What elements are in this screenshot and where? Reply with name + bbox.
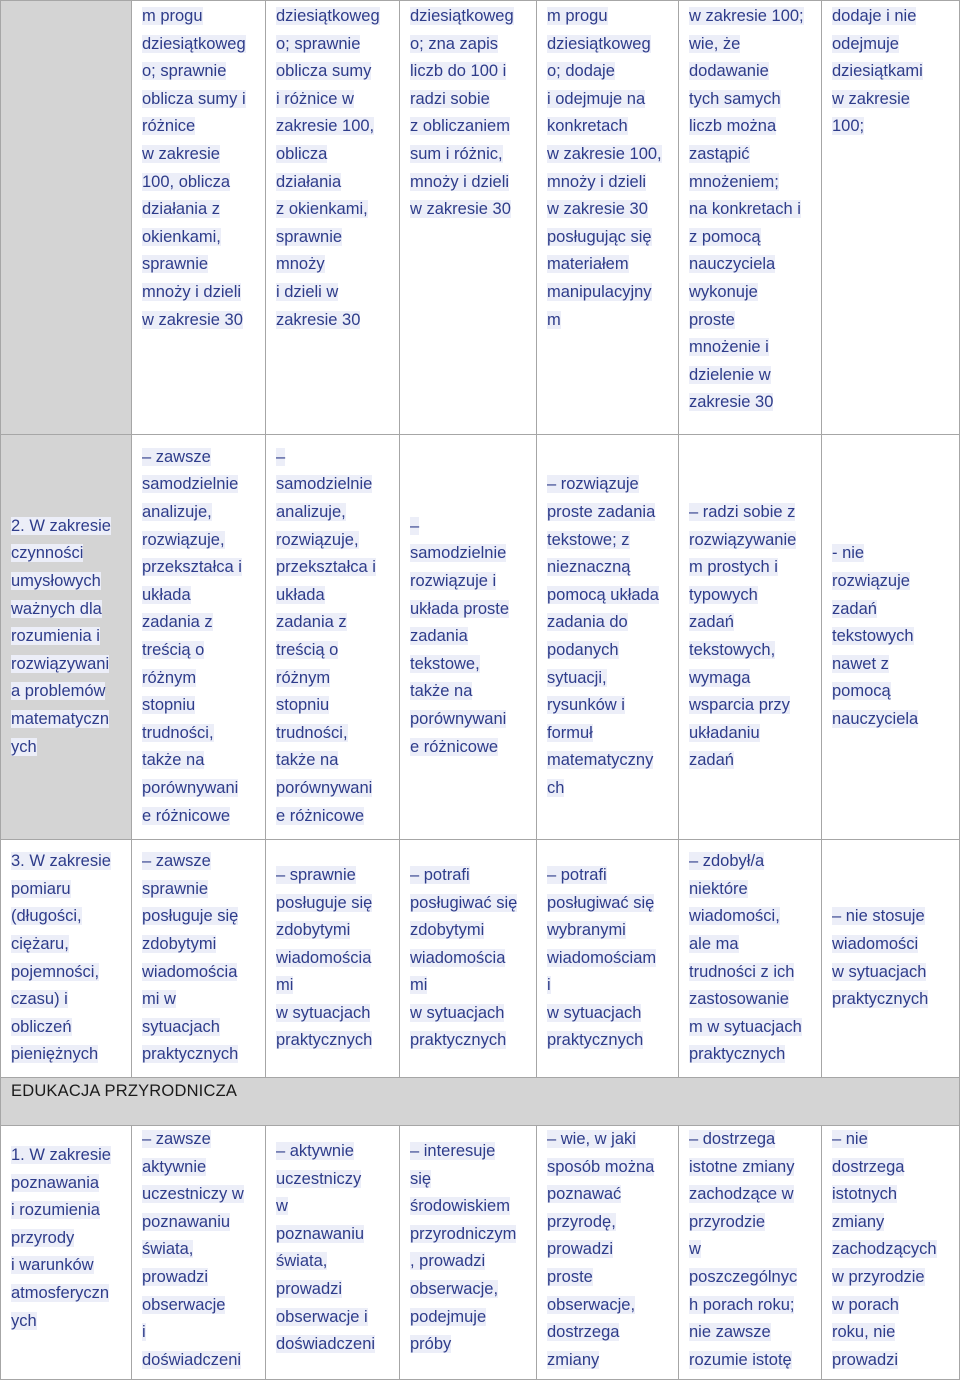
cell-text: – radzi sobie z rozwiązywanie m prostych i typowych zadań tekstowych, wymaga wsparcia przy układaniu zadań (689, 503, 797, 770)
cell-text: – nie dostrzega istotnych zmiany zachodzących w przyrodzie w porach roku, nie prowadzi (832, 1130, 937, 1369)
grade-3-cell (537, 840, 679, 1078)
grade-1-cell (822, 1, 960, 435)
section-title: EDUKACJA PRZYRODNICZA (1, 1078, 960, 1126)
table-row (1, 840, 960, 1078)
grade-5-cell (266, 1126, 400, 1380)
cell-text: m progu dziesiątkoweg o; dodaje i odejmuje na konkretach w zakresie 100, mnoży i dzieli w zakresie 30 posługując się materiałem manipulacyjny m (547, 7, 662, 329)
cell-text: dodaje i nie odejmuje dziesiątkami w zakresie 100; (832, 7, 923, 136)
cell-text: – potrafi posługiwać się wybranymi wiadomościam i w sytuacjach praktycznych (547, 865, 657, 1050)
grade-6-cell (132, 1, 266, 435)
cell-text: – potrafi posługiwać się zdobytymi wiadomościa mi w sytuacjach praktycznych (410, 865, 518, 1050)
cell-text: – interesuje się środowiskiem przyrodniczym , prowadzi obserwacje, podejmuje próby (410, 1142, 517, 1354)
cell-text: – sprawnie posługuje się zdobytymi wiadomościa mi w sytuacjach praktycznych (276, 865, 373, 1050)
cell-text: w zakresie 100; wie, że dodawanie tych samych liczb można zastąpić mnożeniem; na konkretach i z pomocą nauczyciela wykonuje proste mnożenie i dzielenie w zakresie 30 (689, 7, 804, 412)
grade-6-cell (132, 435, 266, 840)
cell-text: – samodzielnie analizuje, rozwiązuje, przekształca i układa zadania z treścią o różnym stopniu trudności, także na porównywani e różnicowe (276, 447, 376, 825)
row-category-cell (1, 1126, 132, 1380)
grade-5-cell (266, 1, 400, 435)
grade-4-cell (400, 435, 537, 840)
row-category-label: 1. W zakresie poznawania i rozumienia przyrody i warunków atmosferyczn ych (11, 1146, 111, 1330)
table-row (1, 1126, 960, 1380)
cell-text: – aktywnie uczestniczy w poznawaniu świata, prowadzi obserwacje i doświadczeni (276, 1142, 376, 1354)
cell-text: dziesiątkoweg o; sprawnie oblicza sumy i różnice w zakresie 100, oblicza działania z okienkami, sprawnie mnoży i dzieli w zakresie 30 (276, 7, 380, 329)
grade-5-cell (266, 435, 400, 840)
grade-5-cell (266, 840, 400, 1078)
cell-text: – wie, w jaki sposób można poznawać przyrodę, prowadzi proste obserwacje, dostrzega zmiany (547, 1130, 655, 1369)
row-category-cell (1, 1, 132, 435)
section-header-row (1, 1078, 960, 1126)
grade-1-cell (822, 435, 960, 840)
grade-6-cell (132, 840, 266, 1078)
grade-4-cell (400, 1126, 537, 1380)
grade-2-cell (679, 1, 822, 435)
grade-4-cell (400, 1, 537, 435)
cell-text: – zawsze sprawnie posługuje się zdobytymi wiadomościa mi w sytuacjach praktycznych (142, 852, 239, 1064)
row-category-label: 3. W zakresie pomiaru (długości, ciężaru, pojemności, czasu) i obliczeń pieniężnych (11, 852, 111, 1064)
cell-text: – zawsze aktywnie uczestniczy w poznawaniu świata, prowadzi obserwacje i doświadczeni (142, 1130, 244, 1369)
cell-text: – samodzielnie rozwiązuje i układa proste zadania tekstowe, także na porównywani e różnicowe (410, 516, 510, 756)
row-category-label: 2. W zakresie czynności umysłowych ważnych dla rozumienia i rozwiązywani a problemów matematyczn ych (11, 516, 111, 756)
cell-text: - nie rozwiązuje zadań tekstowych nawet z pomocą nauczyciela (832, 544, 919, 728)
row-category-cell (1, 435, 132, 840)
table-row (1, 1, 960, 435)
row-category-cell (1, 840, 132, 1078)
grade-2-cell (679, 1126, 822, 1380)
grade-2-cell (679, 435, 822, 840)
grade-3-cell (537, 1126, 679, 1380)
cell-text: – zdobył/a niektóre wiadomości, ale ma trudności z ich zastosowanie m w sytuacjach praktycznych (689, 852, 802, 1064)
cell-text: – dostrzega istotne zmiany zachodzące w przyrodzie w poszczególnyc h porach roku; nie zawsze rozumie istotę (689, 1130, 798, 1369)
table-row (1, 435, 960, 840)
grade-3-cell (537, 1, 679, 435)
grade-6-cell (132, 1126, 266, 1380)
grade-4-cell (400, 840, 537, 1078)
grade-3-cell (537, 435, 679, 840)
grade-1-cell (822, 1126, 960, 1380)
grade-2-cell (679, 840, 822, 1078)
cell-text: – zawsze samodzielnie analizuje, rozwiązuje, przekształca i układa zadania z treścią o różnym stopniu trudności, także na porównywani e różnicowe (142, 447, 242, 825)
cell-text: m progu dziesiątkoweg o; sprawnie oblicza sumy i różnice w zakresie 100, oblicza działania z okienkami, sprawnie mnoży i dzieli w zakresie 30 (142, 7, 246, 329)
cell-text: dziesiątkoweg o; zna zapis liczb do 100 i radzi sobie z obliczaniem sum i różnic, mnoży i dzieli w zakresie 30 (410, 7, 514, 219)
grade-1-cell (822, 840, 960, 1078)
cell-text: – rozwiązuje proste zadania tekstowe; z nieznaczną pomocą układa zadania do podanych sytuacji, rysunków i formuł matematyczny ch (547, 475, 659, 797)
cell-text: – nie stosuje wiadomości w sytuacjach praktycznych (832, 907, 929, 1009)
